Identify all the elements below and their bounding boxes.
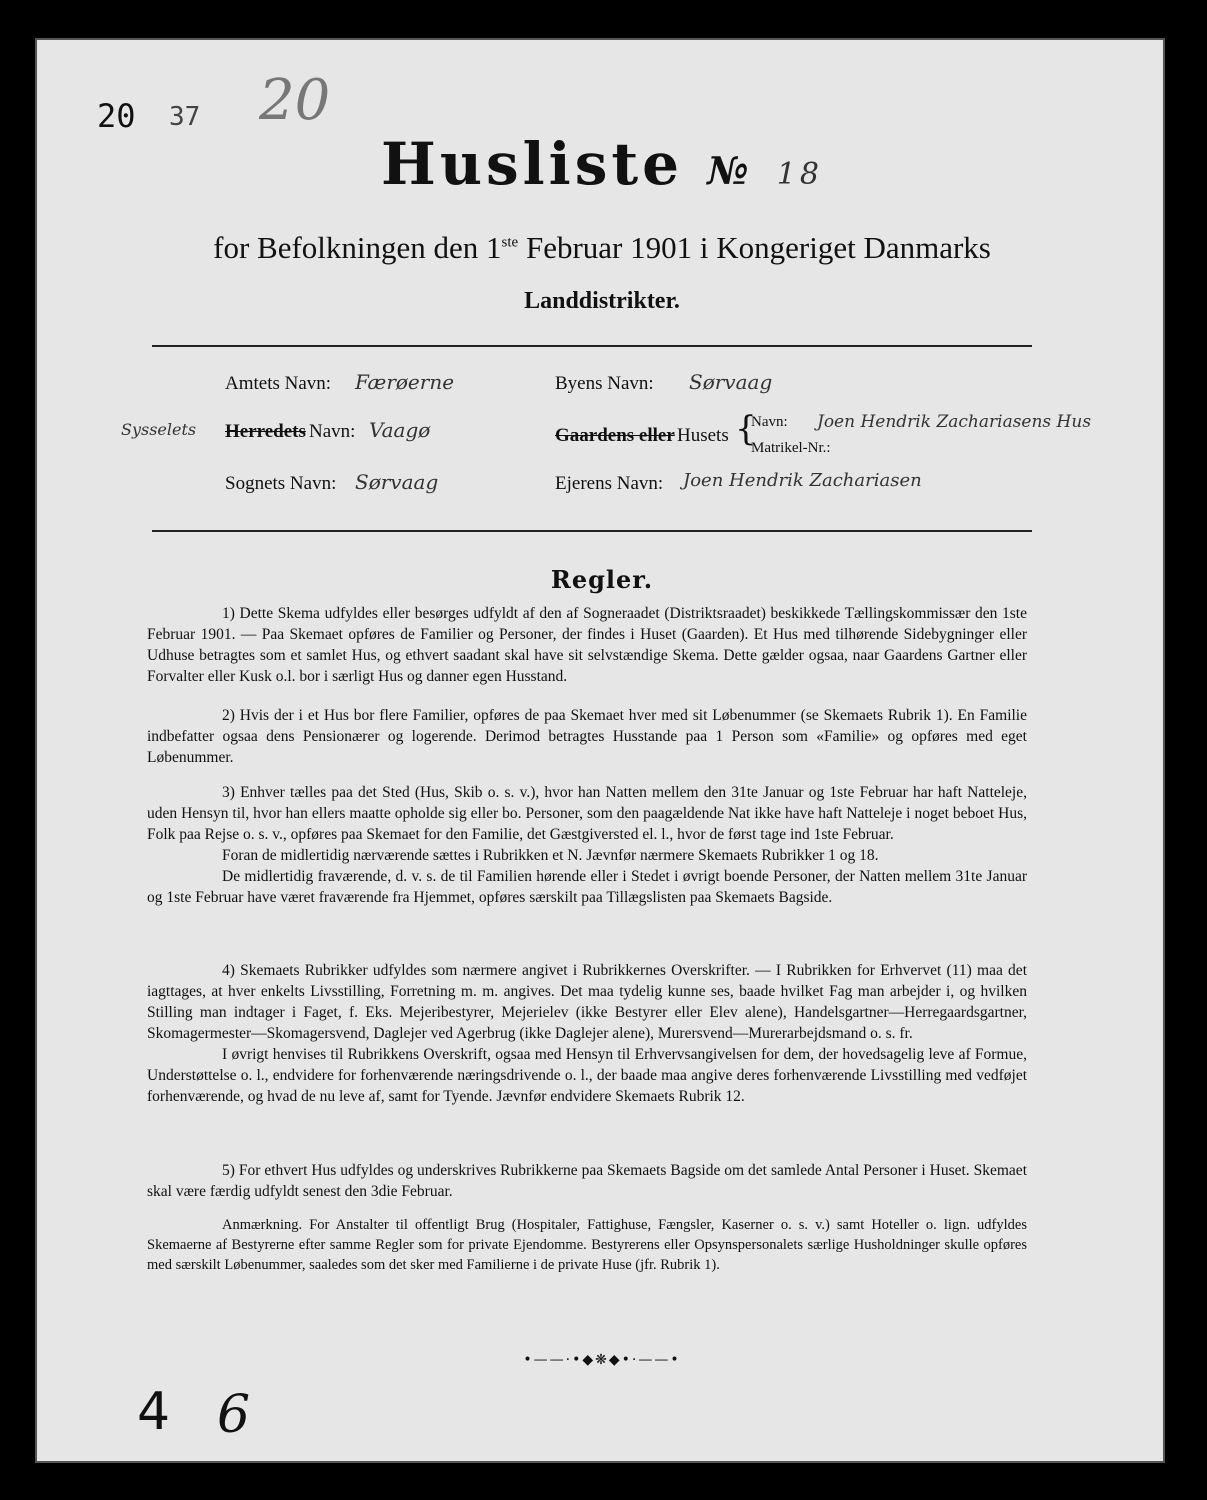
handwritten-number: 20 <box>259 68 331 133</box>
rule-4-text-a: 4) Skemaets Rubrikker udfyldes som nærmere angivet i Rubrikkernes Overskrifter. — I Rubrikken for Erhvervet (11) maa det iagttages, at hver enkelts Livsstilling, Forretning m. m. angives. Det maa tydelig kunne ses, baade hvilket Fag man arbejder i, og hvilken Stilling man indtager i Faget, f. Eks. Mejeribestyrer, Mejerielev (ikke Bestyrer eller Elev alene), Handelsgartner—Herregaardsgartner, Skomagermester—Skomagersvend, Daglejer ved Agerbrug (ikke Daglejer alene), Murersvend—Murerarbejdsmand o. s. fr. <box>147 962 1027 1042</box>
form-subtitle-2: Landdistrikter. <box>524 288 680 314</box>
rule-5-text: 5) For ethvert Hus udfyldes og underskrives Rubrikkerne paa Skemaets Bagside om det samlede Antal Personer i Huset. Skemaet skal være færdig udfyldt senest den 3die Februar. <box>147 1162 1027 1200</box>
footer-hw-4: 4 <box>137 1382 171 1442</box>
note-text: Anmærkning. For Anstalter til offentligt Brug (Hospitaler, Fattighuse, Fængsler, Kaserner o. s. v.) samt Hoteller o. lign. udfyldes Skemaerne af Bestyrerne efter samme Regler som for private Ejendomme. Bestyrerens eller Opsynspersonalets særlige Husholdninger skulle opføres med særskilt Løbenummer, saaledes som det sker med Familierne i de private Huse (jfr. Rubrik 1). <box>147 1217 1027 1273</box>
ornament-divider: •——·•◆❋◆•·——• <box>523 1352 681 1368</box>
house-list-number: 18 <box>776 157 823 192</box>
rule-3-text-a: 3) Enhver tælles paa det Sted (Hus, Skib o. s. v.), hvor han Natten mellem den 31te Januar og 1ste Februar har haft Natteleje, uden Hensyn til, hvor han ellers maatte opholde sig eller bo. Personer, som den paagældende Nat ikke have haft Natteleje i noget beboet Hus, Folk paa Rejse o. s. v., opføres paa Skemaet for den Familie, det Gæstgiversted el. l., hvor de først tage ind 1ste Februar. <box>147 784 1027 843</box>
rule-3 <box>147 782 1027 908</box>
bottom-divider <box>152 530 1032 532</box>
note <box>147 1215 1027 1275</box>
navn-label: Navn: <box>751 414 788 430</box>
rule-3-text-b: Foran de midlertidig nærværende sættes i Rubrikken et N. Jævnfør nærmere Skemaets Rubrikker 1 og 18. <box>222 847 879 864</box>
rule-2-text: 2) Hvis der i et Hus bor flere Familier, opføres de paa Skemaet hver med sit Løbenummer (se Skemaets Rubrik 1). En Familie indbefatter ogsaa dens Pensionærer og logerende. Derimod betragtes Husstande paa 1 Person som «Familie» og opføres med eget Løbenummer. <box>147 707 1027 766</box>
census-form-page <box>35 38 1165 1463</box>
sysselets-prefix: Sysselets <box>121 420 197 439</box>
gaard-struck-label: Gaardens eller <box>555 425 675 446</box>
rule-4-text-b: I øvrigt henvises til Rubrikkens Overskrift, ogsaa med Hensyn til Erhvervsangivelsen for dem, der hovedsagelig leve af Formue, Understøttelse o. l., endvidere for forhenværende næringsdrivende o. l., der baade maa angive deres forhenværende Livsstilling med vedføjet forhenværende, og hvad de nu leve af, samt for Tyende. Jævnfør endvidere Skemaets Rubrik 12. <box>147 1046 1027 1105</box>
rule-4 <box>147 960 1027 1107</box>
rule-2 <box>147 705 1027 768</box>
subtitle-part-a: for Befolkningen den 1 <box>213 230 502 265</box>
herred-label: Navn: <box>309 421 356 442</box>
form-subtitle <box>37 230 1167 266</box>
matrikel-label: Matrikel-Nr.: <box>751 440 831 456</box>
rules-heading: Regler. <box>550 565 654 594</box>
herred-struck-label: Herredets <box>225 421 306 442</box>
husets-label: Husets <box>677 425 729 446</box>
byens-value: Sørvaag <box>689 370 773 394</box>
page-number-left: 20 <box>97 97 136 135</box>
form-title: Husliste <box>381 130 684 198</box>
sogn-label: Sognets Navn: <box>225 473 337 494</box>
top-divider <box>152 345 1032 347</box>
page-number-right: 37 <box>169 102 201 132</box>
ejer-label: Ejerens Navn: <box>555 473 664 494</box>
navn-value: Joen Hendrik Zachariasens Hus <box>817 412 1092 432</box>
amt-value: Færøerne <box>355 370 455 394</box>
ejer-value: Joen Hendrik Zachariasen <box>683 470 922 491</box>
rule-5 <box>147 1160 1027 1202</box>
sogn-value: Sørvaag <box>355 470 439 494</box>
herred-value: Vaagø <box>369 418 431 442</box>
byens-label: Byens Navn: <box>555 373 654 394</box>
form-title-row <box>37 130 1167 198</box>
rule-1-text: 1) Dette Skema udfyldes eller besørges udfyldt af den af Sogneraadet (Distriktsraadet) beskikkede Tællingskommissær den 1ste Februar 1901. — Paa Skemaet opføres de Familier og Personer, der findes i Huset (Gaarden). Et Hus med tilhørende Sidebygninger eller Udhuse betragtes som et samlet Hus, og ethvert saadant skal have sit selvstændige Skema. Dette gælder ogsaa, naar Gaardens Gartner eller Forvalter eller Kusk o.l. bor i særligt Hus og danner egen Husstand. <box>147 605 1027 685</box>
footer-hw-6: 6 <box>217 1385 251 1445</box>
rule-3-text-c: De midlertidig fraværende, d. v. s. de til Familien hørende eller i Stedet i øvrigt boende Personer, der Natten mellem 31te Januar og 1ste Februar have været fraværende fra Hjemmet, opføres særskilt paa Tillægslisten paa Skemaets Bagside. <box>147 868 1027 906</box>
field-brace: { <box>735 409 757 449</box>
amt-label: Amtets Navn: <box>225 373 332 394</box>
rule-1 <box>147 603 1027 687</box>
number-sign: № <box>707 148 753 193</box>
subtitle-part-b: Februar 1901 i Kongeriget Danmarks <box>518 230 991 265</box>
subtitle-sup: ste <box>501 234 519 251</box>
